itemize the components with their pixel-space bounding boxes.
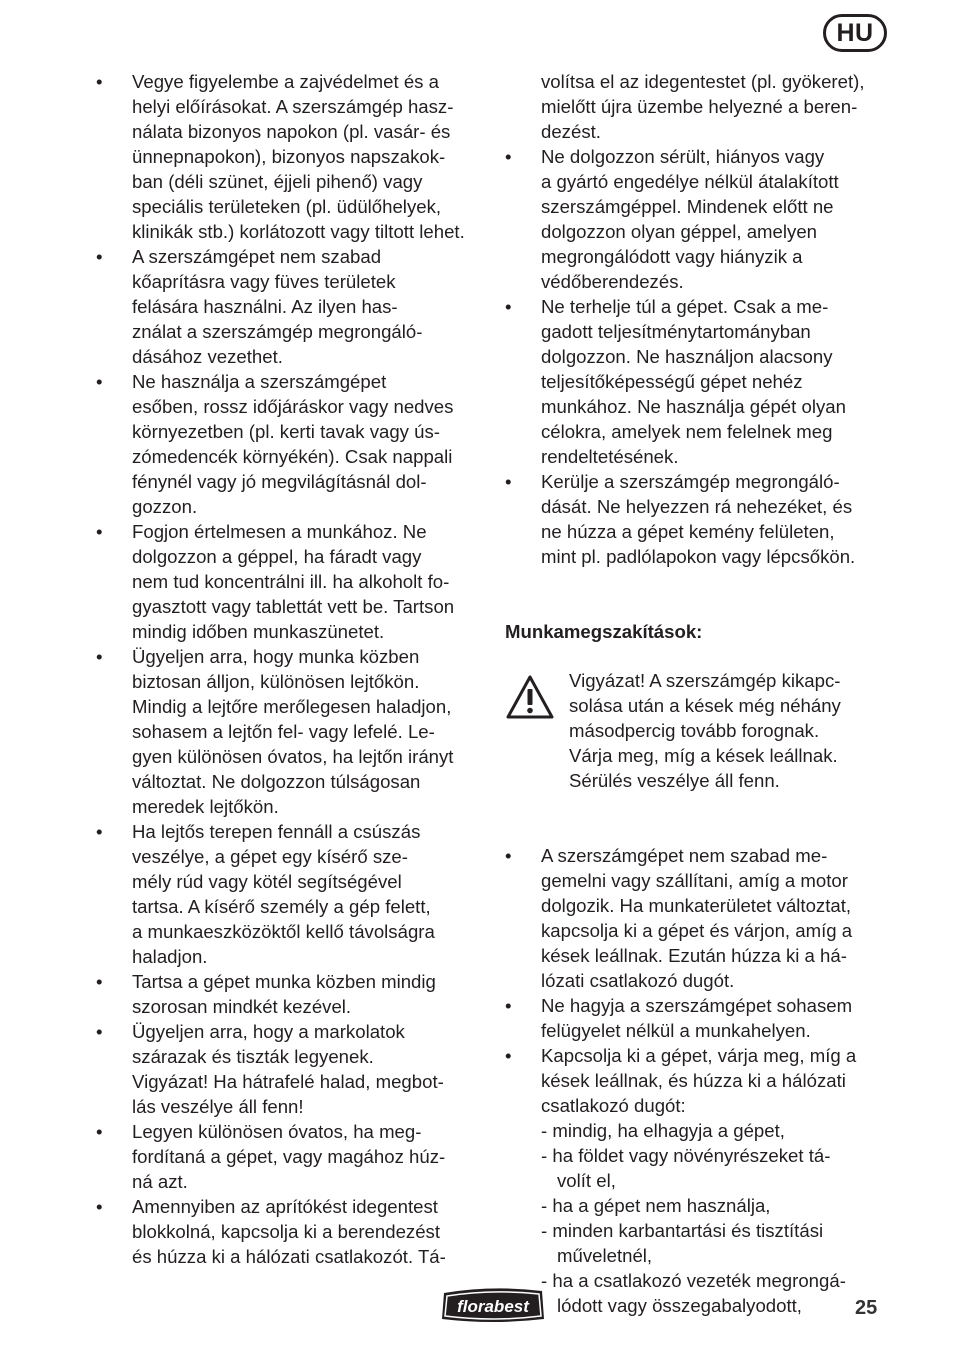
text-line: • A szerszámgépet nem szabad me-: [541, 845, 828, 866]
text-line: • Amennyiben az aprítókést idegentest: [132, 1196, 438, 1217]
text-line: fordítaná a gépet, vagy magához húz-: [132, 1146, 446, 1167]
list-item: [96, 69, 486, 244]
continued-paragraph: [505, 69, 900, 144]
text-line: környezetben (pl. kerti tavak vagy ús-: [132, 421, 440, 442]
text-line: dolgozzon a géppel, ha fáradt vagy: [132, 546, 422, 567]
text-line: • Tartsa a gépet munka közben mindig: [132, 971, 436, 992]
warning-text: [569, 668, 841, 793]
text-line: mindig időben munkaszünetet.: [132, 621, 385, 642]
text-line: ná azt.: [132, 1171, 188, 1192]
text-line: célokra, amelyek nem felelnek meg: [541, 421, 833, 442]
text-line: és húzza ki a hálózati csatlakozót. Tá-: [132, 1246, 446, 1267]
warning-block: [505, 668, 900, 793]
text-line: • Ügyeljen arra, hogy a markolatok: [132, 1021, 405, 1042]
list-item: [505, 843, 900, 993]
text-line: fénynél vagy jó megvilágításnál dol-: [132, 471, 427, 492]
text-line: - ha földet vagy növényrészeket tá-: [541, 1145, 831, 1166]
sub-list-item: [541, 1218, 900, 1268]
right-bullet-list: [505, 144, 900, 569]
text-line: nálata bizonyos napokon (pl. vasár- és: [132, 121, 451, 142]
text-line: speciális területeken (pl. üdülőhelyek,: [132, 196, 442, 217]
text-line: • Fogjon értelmesen a munkához. Ne: [132, 521, 427, 542]
text-line: kések leállnak, és húzza ki a hálózati: [541, 1070, 846, 1091]
text-line: ban (déli szünet, éjjeli pihenő) vagy: [132, 171, 423, 192]
text-line: • Vegye figyelembe a zajvédelmet és a: [132, 71, 439, 92]
text-line: felására használni. Az ilyen has-: [132, 296, 398, 317]
text-line: • Ne használja a szerszámgépet: [132, 371, 387, 392]
list-item: [96, 1019, 486, 1119]
list-item: [96, 644, 486, 819]
text-line: kapcsolja ki a gépet és várjon, amíg a: [541, 920, 853, 941]
left-column: [96, 69, 486, 1269]
list-item: [505, 469, 900, 569]
text-line: dezést.: [541, 121, 601, 142]
text-line: rendeltetésének.: [541, 446, 679, 467]
text-line: zómedencék környékén). Csak nappali: [132, 446, 453, 467]
text-line: lás veszélye áll fenn!: [132, 1096, 304, 1117]
sub-list-item: [541, 1268, 900, 1318]
logo-text: florabest: [457, 1297, 529, 1316]
text-line: ne húzza a gépet kemény felületen,: [541, 521, 835, 542]
text-line: Vigyázat! Ha hátrafelé halad, megbot-: [132, 1071, 444, 1092]
text-line: • Ügyeljen arra, hogy munka közben: [132, 646, 420, 667]
text-line: műveletnél,: [557, 1245, 653, 1266]
text-line: dolgozzon olyan géppel, amelyen: [541, 221, 818, 242]
text-line: kések leállnak. Ezután húzza ki a há-: [541, 945, 847, 966]
text-line: • Ne terhelje túl a gépet. Csak a me-: [541, 296, 829, 317]
text-line: másodpercig tovább forognak.: [569, 720, 820, 741]
text-line: kőaprításra vagy füves területek: [132, 271, 396, 292]
text-line: • Ha lejtős terepen fennáll a csúszás: [132, 821, 421, 842]
list-item: [96, 1194, 486, 1269]
list-item: [96, 969, 486, 1019]
text-line: változtat. Ne dolgozzon túlságosan: [132, 771, 421, 792]
text-line: - ha a csatlakozó vezeték megrongá-: [541, 1270, 846, 1291]
text-line: volítsa el az idegentestet (pl. gyökeret),: [541, 71, 865, 92]
text-line: szerszámgéppel. Mindenek előtt ne: [541, 196, 834, 217]
text-line: meredek lejtőkön.: [132, 796, 279, 817]
text-line: • Ne hagyja a szerszámgépet sohasem: [541, 995, 853, 1016]
list-item: [505, 1043, 900, 1118]
condition-sublist: [505, 1118, 900, 1318]
text-line: Várja meg, míg a kések leállnak.: [569, 745, 838, 766]
left-bullet-list: [96, 69, 486, 1269]
text-line: gyasztott vagy tablettát vett be. Tartson: [132, 596, 455, 617]
sub-list-item: [541, 1193, 900, 1218]
text-line: gozzon.: [132, 496, 198, 517]
text-line: Mindig a lejtőre merőlegesen haladjon,: [132, 696, 452, 717]
section-heading: Munkamegszakítások:: [505, 621, 703, 642]
sub-list-item: [541, 1143, 900, 1193]
text-line: szorosan mindkét kezével.: [132, 996, 352, 1017]
text-line: esőben, rossz időjáráskor vagy nedves: [132, 396, 454, 417]
text-line: dolgozzon. Ne használjon alacsony: [541, 346, 833, 367]
text-line: gadott teljesítménytartományban: [541, 321, 811, 342]
warning-triangle-icon: [505, 668, 569, 793]
language-badge: HU: [823, 14, 887, 52]
list-item: [96, 369, 486, 519]
text-line: gemelni vagy szállítani, amíg a motor: [541, 870, 848, 891]
text-line: ználat a szerszámgép megrongáló-: [132, 321, 423, 342]
text-line: ünnepnapokon), bizonyos napszakok-: [132, 146, 446, 167]
text-line: a munkaeszközöktől kellő távolságra: [132, 921, 435, 942]
text-line: helyi előírásokat. A szerszámgép hasz-: [132, 96, 454, 117]
text-line: mint pl. padlólapokon vagy lépcsőkön.: [541, 546, 856, 567]
text-line: • Ne dolgozzon sérült, hiányos vagy: [541, 146, 825, 167]
text-line: • Kapcsolja ki a gépet, várja meg, míg a: [541, 1045, 857, 1066]
text-line: • Kerülje a szerszámgép megrongáló-: [541, 471, 840, 492]
list-item: [505, 993, 900, 1043]
page-number: 25: [855, 1297, 878, 1319]
text-line: szárazak és tiszták legyenek.: [132, 1046, 374, 1067]
text-line: dásához vezethet.: [132, 346, 283, 367]
text-line: csatlakozó dugót:: [541, 1095, 686, 1116]
text-line: veszélye, a gépet egy kísérő sze-: [132, 846, 408, 867]
florabest-logo: [438, 1285, 548, 1325]
list-item: [96, 1119, 486, 1194]
right-bullet-list-2: [505, 843, 900, 1118]
text-line: volít el,: [557, 1170, 616, 1191]
text-line: blokkolná, kapcsolja ki a berendezést: [132, 1221, 441, 1242]
text-line: biztosan álljon, különösen lejtőkön.: [132, 671, 420, 692]
text-line: munkához. Ne használja gépét olyan: [541, 396, 846, 417]
text-line: a gyártó engedélye nélkül átalakított: [541, 171, 839, 192]
list-item: [505, 294, 900, 469]
list-item: [96, 244, 486, 369]
text-line: Vigyázat! A szerszámgép kikapc-: [569, 670, 841, 691]
text-line: - ha a gépet nem használja,: [541, 1195, 771, 1216]
text-line: lódott vagy összegabalyodott,: [557, 1295, 802, 1316]
text-line: megrongálódott vagy hiányzik a: [541, 246, 803, 267]
text-line: lózati csatlakozó dugót.: [541, 970, 735, 991]
text-line: dolgozik. Ha munkaterületet változtat,: [541, 895, 852, 916]
right-column: [505, 69, 900, 1318]
text-line: mély rúd vagy kötél segítségével: [132, 871, 402, 892]
text-line: - minden karbantartási és tisztítási: [541, 1220, 824, 1241]
text-line: • A szerszámgépet nem szabad: [132, 246, 382, 267]
text-line: • Legyen különösen óvatos, ha meg-: [132, 1121, 422, 1142]
list-item: [96, 819, 486, 969]
text-line: solása után a kések még néhány: [569, 695, 841, 716]
text-line: klinikák stb.) korlátozott vagy tiltott lehet.: [132, 221, 465, 242]
text-line: mielőtt újra üzembe helyezné a beren-: [541, 96, 858, 117]
list-item: [96, 519, 486, 644]
text-line: védőberendezés.: [541, 271, 684, 292]
text-line: - mindig, ha elhagyja a gépet,: [541, 1120, 785, 1141]
text-line: sohasem a lejtőn fel- vagy lefelé. Le-: [132, 721, 435, 742]
text-line: Sérülés veszélye áll fenn.: [569, 770, 780, 791]
sub-list-item: [541, 1118, 900, 1143]
text-line: gyen különösen óvatos, ha lejtőn irányt: [132, 746, 454, 767]
text-line: felügyelet nélkül a munkahelyen.: [541, 1020, 811, 1041]
text-line: tartsa. A kísérő személy a gép felett,: [132, 896, 431, 917]
text-line: nem tud koncentrálni ill. ha alkoholt fo-: [132, 571, 450, 592]
text-line: dását. Ne helyezzen rá nehezéket, és: [541, 496, 853, 517]
list-item: [505, 144, 900, 294]
text-line: haladjon.: [132, 946, 208, 967]
text-line: teljesítőképességű gépet nehéz: [541, 371, 803, 392]
